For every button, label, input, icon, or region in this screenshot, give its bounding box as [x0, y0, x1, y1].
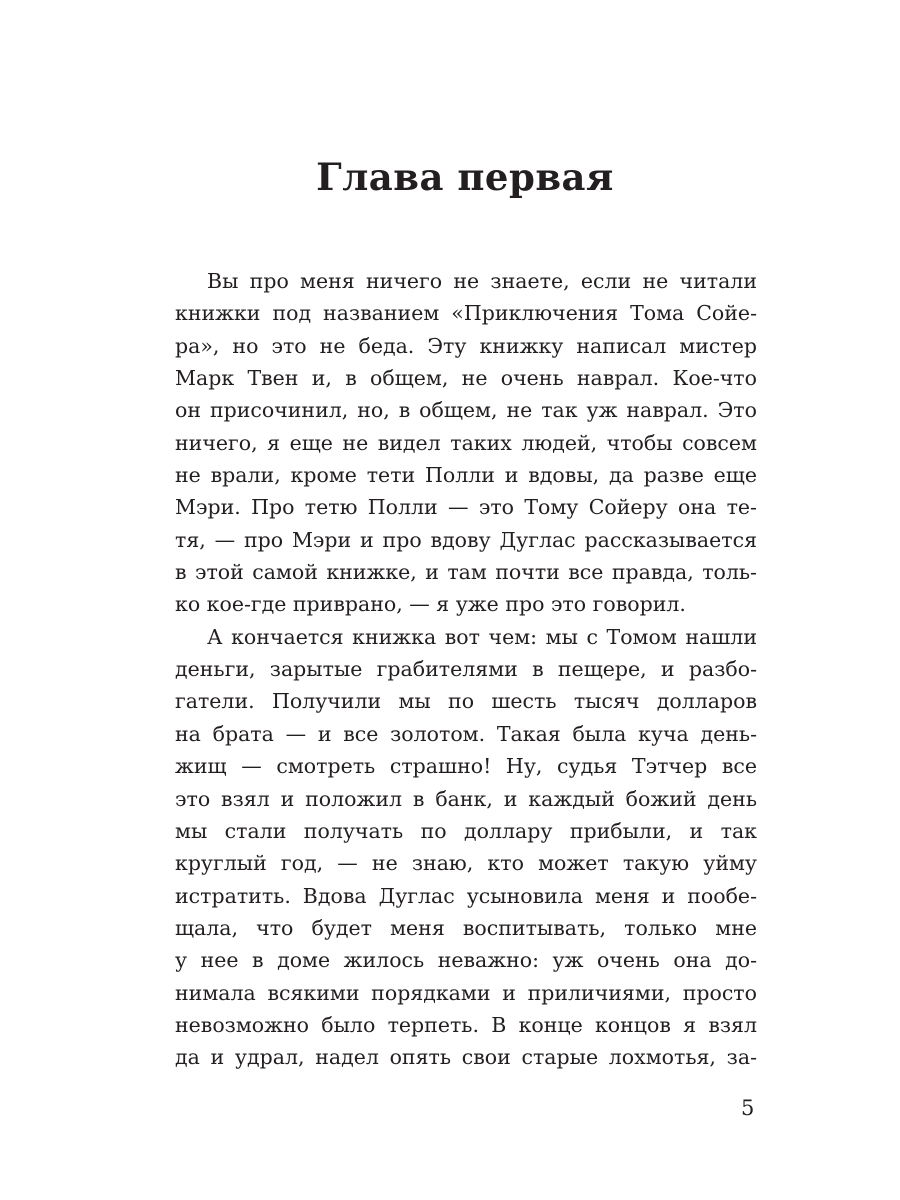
chapter-title: Глава первая	[316, 154, 614, 199]
text-line: Вы про меня ничего не знаете, если не читали	[207, 269, 757, 293]
text-line: истратить. Вдова Дуглас усыновила меня и пообе-	[175, 883, 757, 908]
text-line: нимала всякими порядками и приличиями, просто	[175, 980, 757, 1005]
text-line: книжки под названием «Приключения Тома Сойе-	[175, 301, 757, 326]
text-line: тя, — про Мэри и про вдову Дуглас рассказывается	[175, 527, 757, 552]
text-line: А кончается книжка вот чем: мы с Томом нашли	[207, 624, 757, 649]
text-line: на брата — и все золотом. Такая была куча день-	[175, 721, 757, 746]
text-line: это взял и положил в банк, и каждый божий день	[175, 786, 757, 811]
text-line: в этой самой книжке, и там почти все правда, толь-	[175, 560, 757, 585]
paragraph	[175, 265, 757, 621]
text-line: жищ — смотреть страшно! Ну, судья Тэтчер все	[175, 754, 757, 779]
paragraph	[175, 621, 757, 1074]
text-line: ра», но это не беда. Эту книжку написал мистер	[175, 333, 757, 358]
text-line: гатели. Получили мы по шесть тысяч долларов	[175, 689, 757, 714]
text-line: он присочинил, но, в общем, не так уж наврал. Это	[175, 398, 757, 423]
text-line: ничего, я еще не видел таких людей, чтобы совсем	[175, 430, 757, 455]
text-line: ко кое-где приврано, — я уже про это говорил.	[175, 592, 686, 617]
text-line: щала, что будет меня воспитывать, только мне	[175, 915, 757, 940]
text-line: у нее в доме жилось неважно: уж очень она до-	[175, 948, 757, 973]
text-line: да и удрал, надел опять свои старые лохмотья, за-	[175, 1045, 757, 1070]
text-line: Марк Твен и, в общем, не очень наврал. Кое-что	[175, 366, 757, 391]
page-number: 5	[741, 1096, 755, 1120]
text-line: невозможно было терпеть. В конце концов я взял	[175, 1012, 757, 1037]
text-line: деньги, зарытые грабителями в пещере, и разбо-	[175, 657, 757, 682]
text-line: Мэри. Про тетю Полли — это Тому Сойеру она те-	[175, 495, 757, 520]
text-line: мы стали получать по доллару прибыли, и так	[175, 818, 757, 843]
body-text	[175, 265, 757, 1074]
text-line: круглый год, — не знаю, кто может такую уйму	[175, 851, 757, 876]
text-line: не врали, кроме тети Полли и вдовы, да разве еще	[175, 463, 757, 488]
